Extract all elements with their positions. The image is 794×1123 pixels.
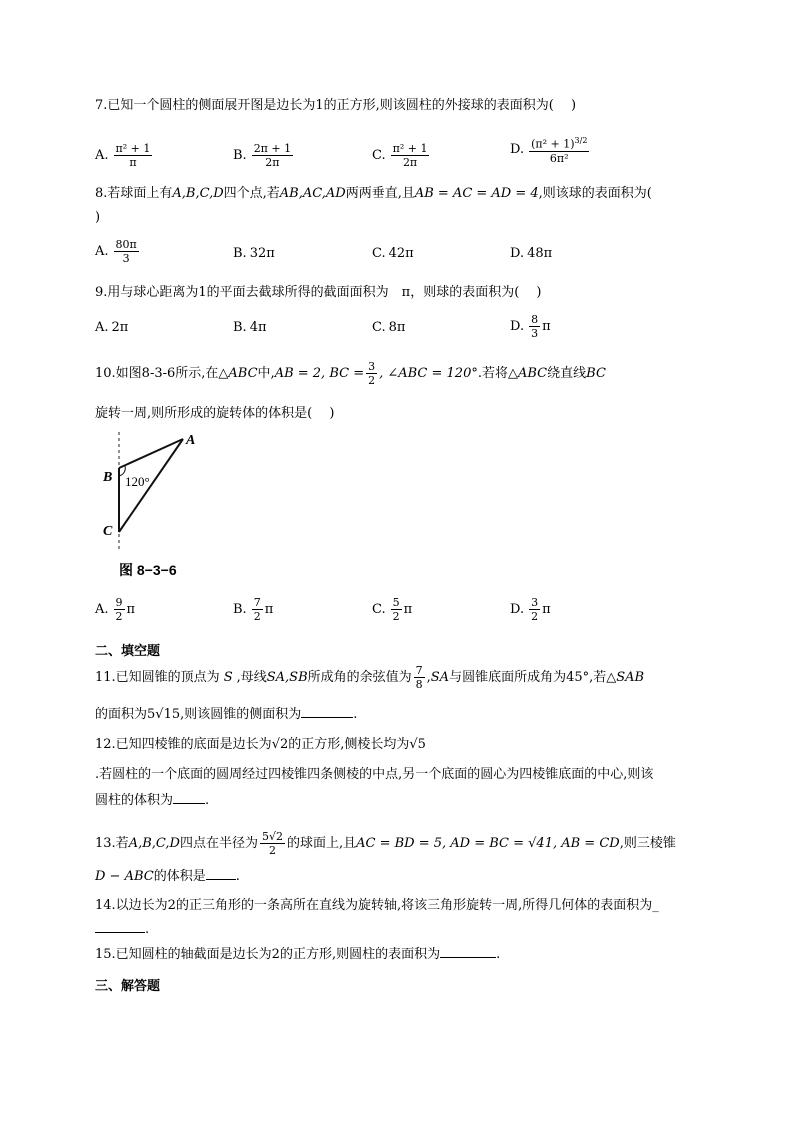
q8-option-c[interactable]: C. 42π xyxy=(372,246,414,261)
triangle-diagram xyxy=(95,428,213,586)
q9-option-d[interactable]: D. $\frac{8}{3}$ π xyxy=(510,313,551,340)
q15-stem: 15.已知圆柱的轴截面是边长为2的正方形,则圆柱的表面积为 . xyxy=(95,947,501,962)
figure-8-3-6 xyxy=(95,428,213,586)
q12-stem-line2: .若圆柱的一个底面的圆周经过四棱锥四条侧棱的中点,另一个底面的圆心为四棱锥底面的中心,则该 xyxy=(95,767,654,782)
point-c-label: C xyxy=(103,524,113,539)
q10-option-c[interactable]: C. $\frac{5}{2}$ π xyxy=(372,596,413,623)
q8-option-d[interactable]: D. 48π xyxy=(510,246,553,261)
q7-option-c[interactable]: C. $\frac{\text{π² + 1}}{2\pi}$ xyxy=(372,142,428,169)
q9-stem: 9.用与球心距离为1的平面去截球所得的截面面积为 π，则球的表面积为( ) xyxy=(95,285,542,300)
q8-stem: 8.若球面上有A,B,C,D四个点,若AB,AC,AD两两垂直,且AB = AC = AD = 4,则该球的表面积为( xyxy=(95,186,652,201)
q11-answer-blank[interactable] xyxy=(301,717,353,718)
q14-stem-line2: . xyxy=(95,922,149,938)
q11-stem: 11.已知圆锥的顶点为 S ,母线 SA,SB 所成角的余弦值为 $\frac{7}{8}$ , SA 与圆锥底面所成角为45°,若 △SAB xyxy=(95,664,645,691)
q9-option-c[interactable]: C. 8π xyxy=(372,320,406,335)
q8-option-a[interactable]: A. $\frac{80\pi}{3}$ xyxy=(95,238,137,265)
q13-stem-line2: D − ABC的体积是 . xyxy=(95,869,240,884)
q14-answer-blank[interactable] xyxy=(95,932,145,933)
q7-stem: 7.已知一个圆柱的侧面展开图是边长为1的正方形,则该圆柱的外接球的表面积为( ) xyxy=(95,98,577,113)
q7-option-b[interactable]: B. $\frac{2\pi + 1}{2\pi}$ xyxy=(233,142,292,169)
q10-option-b[interactable]: B. $\frac{7}{2}$ π xyxy=(233,596,274,623)
q12-stem: 12.已知四棱锥的底面是边长为√2的正方形,侧棱长均为√5 xyxy=(95,737,426,752)
q10-stem: 10.如图8-3-6所示,在 △ABC 中, AB = 2, BC = $\frac{3}{2}$ , ∠ABC = 120° .若将 △ABC 绕直线 BC xyxy=(95,360,606,387)
q9-option-a[interactable]: A. 2π xyxy=(95,320,129,335)
q11-stem-line2: 的面积为5√15,则该圆锥的侧面积为 . xyxy=(95,707,358,722)
q7-option-d[interactable]: D. $\frac{(\pi^2 + 1)^{3/2}}{\text{6π²}}$ xyxy=(510,136,588,165)
section-fill-in-heading: 二、填空题 xyxy=(95,644,161,659)
q13-stem: 13.若 A,B,C,D 四点在半径为 $\frac{5√2}{2}$ 的球面上,且 AC = BD = 5, AD = BC = √41, AB = CD ,则三棱锥 xyxy=(95,830,676,857)
q8-stem-close: ) xyxy=(95,210,101,225)
q7-option-a[interactable]: A. $\frac{\text{π² + 1}}{\pi}$ xyxy=(95,142,151,169)
point-a-label: A xyxy=(186,433,196,448)
figure-caption: 图 8−3−6 xyxy=(119,562,177,578)
q13-answer-blank[interactable] xyxy=(206,879,236,880)
q12-stem-line3: 圆柱的体积为 . xyxy=(95,793,210,808)
section-answer-heading: 三、解答题 xyxy=(95,979,161,994)
q10-option-d[interactable]: D. $\frac{3}{2}$ π xyxy=(510,596,551,623)
q15-answer-blank[interactable] xyxy=(440,957,496,958)
angle-label: 120° xyxy=(125,474,150,489)
q10-stem-line2: 旋转一周,则所形成的旋转体的体积是( ) xyxy=(95,406,335,421)
q9-option-b[interactable]: B. 4π xyxy=(233,320,267,335)
q10-option-a[interactable]: A. $\frac{9}{2}$ π xyxy=(95,596,136,623)
q12-answer-blank[interactable] xyxy=(173,803,205,804)
q14-stem: 14.以边长为2的正三角形的一条高所在直线为旋转轴,将该三角形旋转一周,所得几何体的表面积为_ xyxy=(95,898,659,913)
q8-option-b[interactable]: B. 32π xyxy=(233,246,275,261)
point-b-label: B xyxy=(103,470,113,485)
